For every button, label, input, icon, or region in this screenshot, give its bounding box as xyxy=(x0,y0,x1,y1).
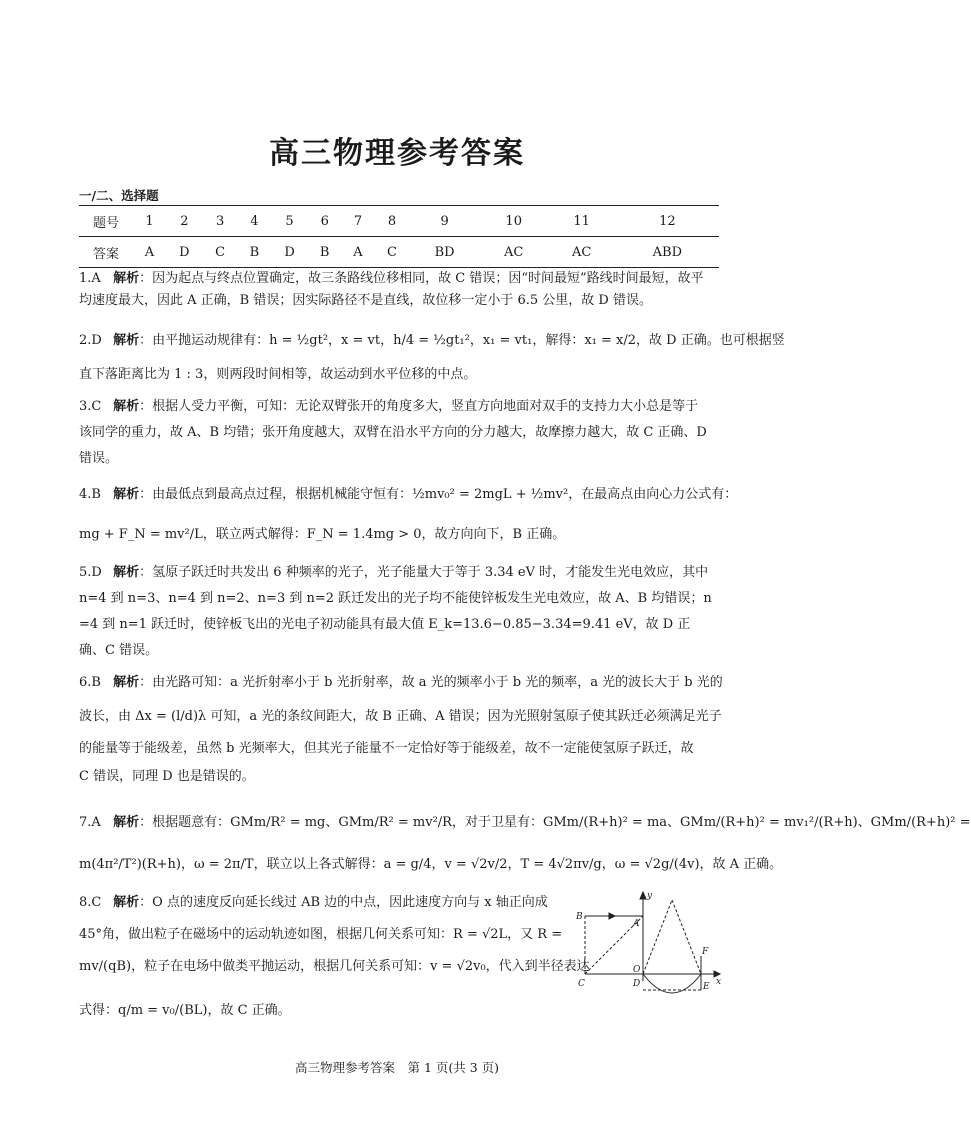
analysis-label: 解析 xyxy=(113,895,140,910)
question-8 xyxy=(79,892,590,1022)
page-title: 高三物理参考答案 xyxy=(269,136,525,171)
question-number: 8.C xyxy=(79,895,102,910)
table-cell: A xyxy=(342,237,375,268)
label-b: B xyxy=(576,912,583,922)
table-cell: C xyxy=(203,237,238,268)
text-line: n=4 到 n=3、n=4 到 n=2、n=3 到 n=2 跃迁发出的光子均不能使锌板发生光电效应，故 A、B 均错误；n xyxy=(79,591,712,606)
analysis-label: 解析 xyxy=(113,333,140,348)
label-c: C xyxy=(578,979,585,989)
table-cell: AC xyxy=(480,237,548,268)
question-number: 2.D xyxy=(79,333,102,348)
table-cell: 10 xyxy=(480,206,548,237)
table-cell: A xyxy=(133,237,166,268)
table-cell: 6 xyxy=(308,206,342,237)
table-cell: D xyxy=(166,237,203,268)
label-f: F xyxy=(702,947,709,957)
table-cell: 2 xyxy=(166,206,203,237)
question-6 xyxy=(79,672,723,788)
text-line: ：根据人受力平衡，可知：无论双臂张开的角度多大，竖直方向地面对双手的支持力大小总是等于 xyxy=(139,399,699,414)
entry-arrow-head xyxy=(609,913,615,919)
text-line: 波长，由 Δx = (l/d)λ 可知，a 光的条纹间距大，故 B 正确、A 错误；因为光照射氢原子使其跃迁必须满足光子 xyxy=(79,709,722,724)
question-3 xyxy=(79,396,719,470)
text-line: 式得：q/m = v₀/(BL)，故 C 正确。 xyxy=(79,1003,291,1018)
question-4 xyxy=(79,484,738,546)
question-1 xyxy=(79,268,719,312)
text-line: mv/(qB)，粒子在电场中做类平抛运动，根据几何关系可知：v = √2v₀，代入到半径表达 xyxy=(79,959,590,974)
analysis-label: 解析 xyxy=(113,815,140,830)
text-line: mg + F_N = mv²/L，联立两式解得：F_N = 1.4mg > 0，故方向向下，B 正确。 xyxy=(79,527,566,542)
analysis-label: 解析 xyxy=(113,675,140,690)
text-line: ：氢原子跃迁时共发出 6 种频率的光子，光子能量大于等于 3.34 eV 时，才能发生光电效应，其中 xyxy=(139,565,709,580)
radius-line xyxy=(672,900,701,974)
question-number: 7.A xyxy=(79,815,101,830)
table-cell: 3 xyxy=(203,206,238,237)
label-d: D xyxy=(633,979,641,989)
y-axis-arrow xyxy=(640,892,646,899)
text-line: 均速度最大，因此 A 正确，B 错误；因实际路径不是直线，故位移一定小于 6.5 公里，故 D 错误。 xyxy=(79,293,652,308)
text-line: ：由光路可知：a 光折射率小于 b 光折射率，故 a 光的频率小于 b 光的频率，a 光的波长大于 b 光的 xyxy=(139,675,723,690)
text-line: ：根据题意有：GMm/R² = mg、GMm/R² = mv²/R，对于卫星有：GMm/(R+h)² = ma、GMm/(R+h)² = mv₁²/(R+h)、GMm/(R+h)² = xyxy=(139,815,971,830)
radius-line xyxy=(643,900,672,974)
text-line: ：O 点的速度反向延长线过 AB 边的中点，因此速度方向与 x 轴正向成 xyxy=(139,895,548,910)
text-line: ：由平抛运动规律有：h = ½gt²，x = vt，h/4 = ½gt₁²，x₁ = vt₁，解得：x₁ = x/2，故 D 正确。也可根据竖 xyxy=(139,333,785,348)
question-number: 1.A xyxy=(79,271,101,286)
answer-row xyxy=(79,237,719,268)
text-line: =4 到 n=1 跃迁时，使锌板飞出的光电子初动能具有最大值 E_k=13.6−0.85−3.34=9.41 eV，故 D 正 xyxy=(79,617,691,632)
table-cell: B xyxy=(308,237,342,268)
table-cell: C xyxy=(375,237,410,268)
table-cell: 11 xyxy=(548,206,616,237)
table-cell: 7 xyxy=(342,206,375,237)
text-line: ：由最低点到最高点过程，根据机械能守恒有：½mv₀² = 2mgL + ½mv²，在最高点由向心力公式有： xyxy=(139,487,738,502)
table-cell: AC xyxy=(548,237,616,268)
text-line: 直下落距离比为 1 : 3，则两段时间相等，故运动到水平位移的中点。 xyxy=(79,367,477,382)
table-cell: 8 xyxy=(375,206,410,237)
question-number: 5.D xyxy=(79,565,102,580)
answer-table xyxy=(79,205,719,268)
table-cell: 12 xyxy=(616,206,719,237)
question-number: 6.B xyxy=(79,675,101,690)
label-y: y xyxy=(647,891,653,901)
question-number: 3.C xyxy=(79,399,102,414)
analysis-label: 解析 xyxy=(113,399,140,414)
question-7 xyxy=(79,812,971,876)
table-cell: B xyxy=(238,237,272,268)
trajectory-figure xyxy=(575,886,725,991)
label-e: E xyxy=(703,982,710,992)
analysis-label: 解析 xyxy=(113,271,140,286)
label-x: x xyxy=(716,977,722,987)
table-cell: ABD xyxy=(616,237,719,268)
label-o: O xyxy=(633,965,641,975)
text-line: 错误。 xyxy=(79,451,119,466)
question-number: 4.B xyxy=(79,487,101,502)
question-number-row xyxy=(79,206,719,237)
text-line: m(4π²/T²)(R+h)，ω = 2π/T，联立以上各式解得：a = g/4，v = √2v/2，T = 4√2πv/g，ω = √2g/(4v)，故 A 正确。 xyxy=(79,857,783,872)
trajectory-arc xyxy=(643,974,701,993)
table-cell: 1 xyxy=(133,206,166,237)
question-5 xyxy=(79,562,719,662)
text-line: ：因为起点与终点位置确定，故三条路线位移相同，故 C 错误；因“时间最短”路线时间最短，故平 xyxy=(139,271,704,286)
table-cell: 4 xyxy=(238,206,272,237)
text-line: 确、C 错误。 xyxy=(79,643,159,658)
text-line: 该同学的重力，故 A、B 均错；张开角度越大，双臂在沿水平方向的分力越大，故摩擦力越大，故 C 正确、D xyxy=(79,425,707,440)
table-cell: 5 xyxy=(271,206,308,237)
analysis-label: 解析 xyxy=(113,487,140,502)
row-header-answer: 答案 xyxy=(79,237,133,268)
label-a: A xyxy=(633,919,640,929)
analysis-label: 解析 xyxy=(113,565,140,580)
row-header-number: 题号 xyxy=(79,206,133,237)
section-heading: 一/二、选择题 xyxy=(79,188,159,203)
text-line: 45°角，做出粒子在磁场中的运动轨迹如图，根据几何关系可知：R = √2L，又 R = xyxy=(79,927,563,942)
table-cell: BD xyxy=(409,237,479,268)
table-cell: 9 xyxy=(409,206,479,237)
question-2 xyxy=(79,330,785,386)
text-line: C 错误，同理 D 也是错误的。 xyxy=(79,769,255,784)
page-footer: 高三物理参考答案 第 1 页(共 3 页) xyxy=(294,1060,500,1075)
text-line: 的能量等于能级差，虽然 b 光频率大，但其光子能量不一定恰好等于能级差，故不一定能使氢原子跃迁，故 xyxy=(79,741,694,756)
table-cell: D xyxy=(271,237,308,268)
